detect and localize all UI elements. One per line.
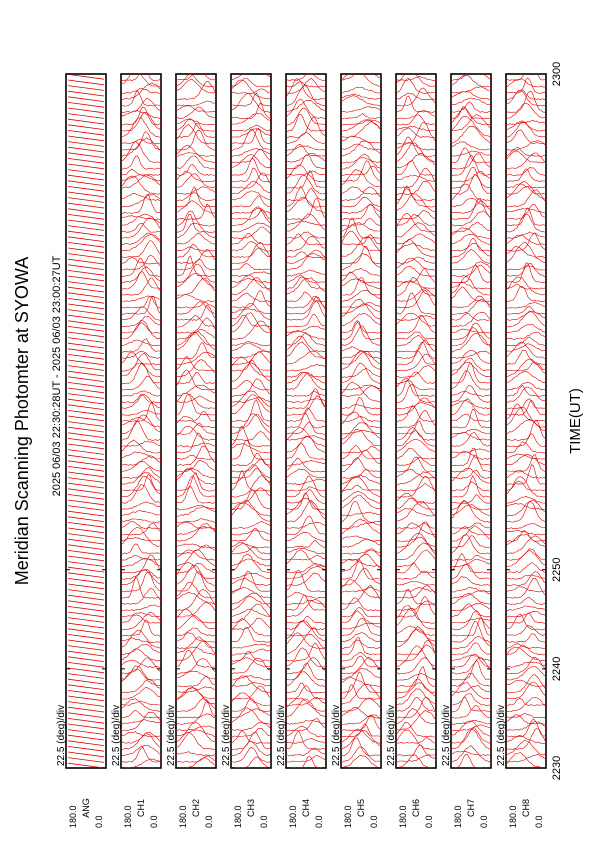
y-bottom-label: 0.0 — [479, 815, 489, 828]
y-top-label: 180.0 — [233, 805, 243, 828]
x-tick-label: 2250 — [551, 557, 563, 582]
channel-label: CH6 — [411, 798, 421, 818]
panel-ch6 — [386, 71, 436, 828]
panel-ch7 — [441, 69, 491, 828]
panel-frame — [66, 74, 106, 768]
x-tick-label: 2240 — [551, 656, 563, 682]
x-axis-label: TIME(UT) — [567, 388, 584, 454]
y-bottom-label: 0.0 — [369, 815, 379, 828]
panel-ch3 — [221, 63, 271, 828]
y-bottom-label: 0.0 — [94, 815, 104, 828]
scale-label: 22.5 (deg)/div — [111, 704, 122, 766]
panel-frame — [451, 74, 491, 768]
panel-ch2 — [166, 71, 216, 828]
y-top-label: 180.0 — [398, 805, 408, 828]
scale-label: 22.5 (deg)/div — [276, 704, 287, 766]
channel-label: CH3 — [246, 798, 256, 818]
x-tick-label: 2300 — [551, 61, 563, 87]
y-top-label: 180.0 — [453, 805, 463, 828]
panel-ch5 — [331, 67, 381, 828]
y-top-label: 180.0 — [68, 805, 78, 828]
panel-ang — [56, 74, 106, 828]
scale-label: 22.5 (deg)/div — [441, 704, 452, 766]
y-bottom-label: 0.0 — [314, 815, 324, 828]
y-top-label: 180.0 — [508, 805, 518, 828]
y-top-label: 180.0 — [123, 805, 133, 828]
y-bottom-label: 0.0 — [149, 815, 159, 828]
chart-title: Meridian Scanning Photomter at SYOWA — [12, 256, 32, 586]
scale-label: 22.5 (deg)/div — [56, 704, 67, 766]
channel-label: CH8 — [521, 798, 531, 818]
channel-label: CH7 — [466, 798, 476, 818]
y-bottom-label: 0.0 — [424, 815, 434, 828]
channel-label: ANG — [81, 798, 91, 818]
panel-ch4 — [276, 74, 326, 828]
y-bottom-label: 0.0 — [204, 815, 214, 828]
scale-label: 22.5 (deg)/div — [221, 704, 232, 766]
scale-label: 22.5 (deg)/div — [166, 704, 177, 766]
scale-label: 22.5 (deg)/div — [386, 704, 397, 766]
time-range-label: 2025 06/03 22:30:28UT - 2025 06/03 23:00:27UT — [51, 255, 63, 497]
panels-group — [56, 61, 546, 828]
scale-label: 22.5 (deg)/div — [331, 704, 342, 766]
panel-ch8 — [496, 62, 546, 829]
scale-label: 22.5 (deg)/div — [496, 704, 507, 766]
y-top-label: 180.0 — [178, 805, 188, 828]
channel-label: CH5 — [356, 798, 366, 818]
channel-label: CH2 — [191, 798, 201, 818]
channel-label: CH4 — [301, 798, 311, 818]
y-bottom-label: 0.0 — [534, 815, 544, 828]
y-top-label: 180.0 — [343, 805, 353, 828]
x-tick-labels — [551, 62, 563, 780]
x-tick-label: 2230 — [551, 755, 563, 781]
panel-ch1 — [111, 61, 161, 828]
y-top-label: 180.0 — [288, 805, 298, 828]
y-bottom-label: 0.0 — [259, 815, 269, 828]
channel-label: CH1 — [136, 798, 146, 818]
